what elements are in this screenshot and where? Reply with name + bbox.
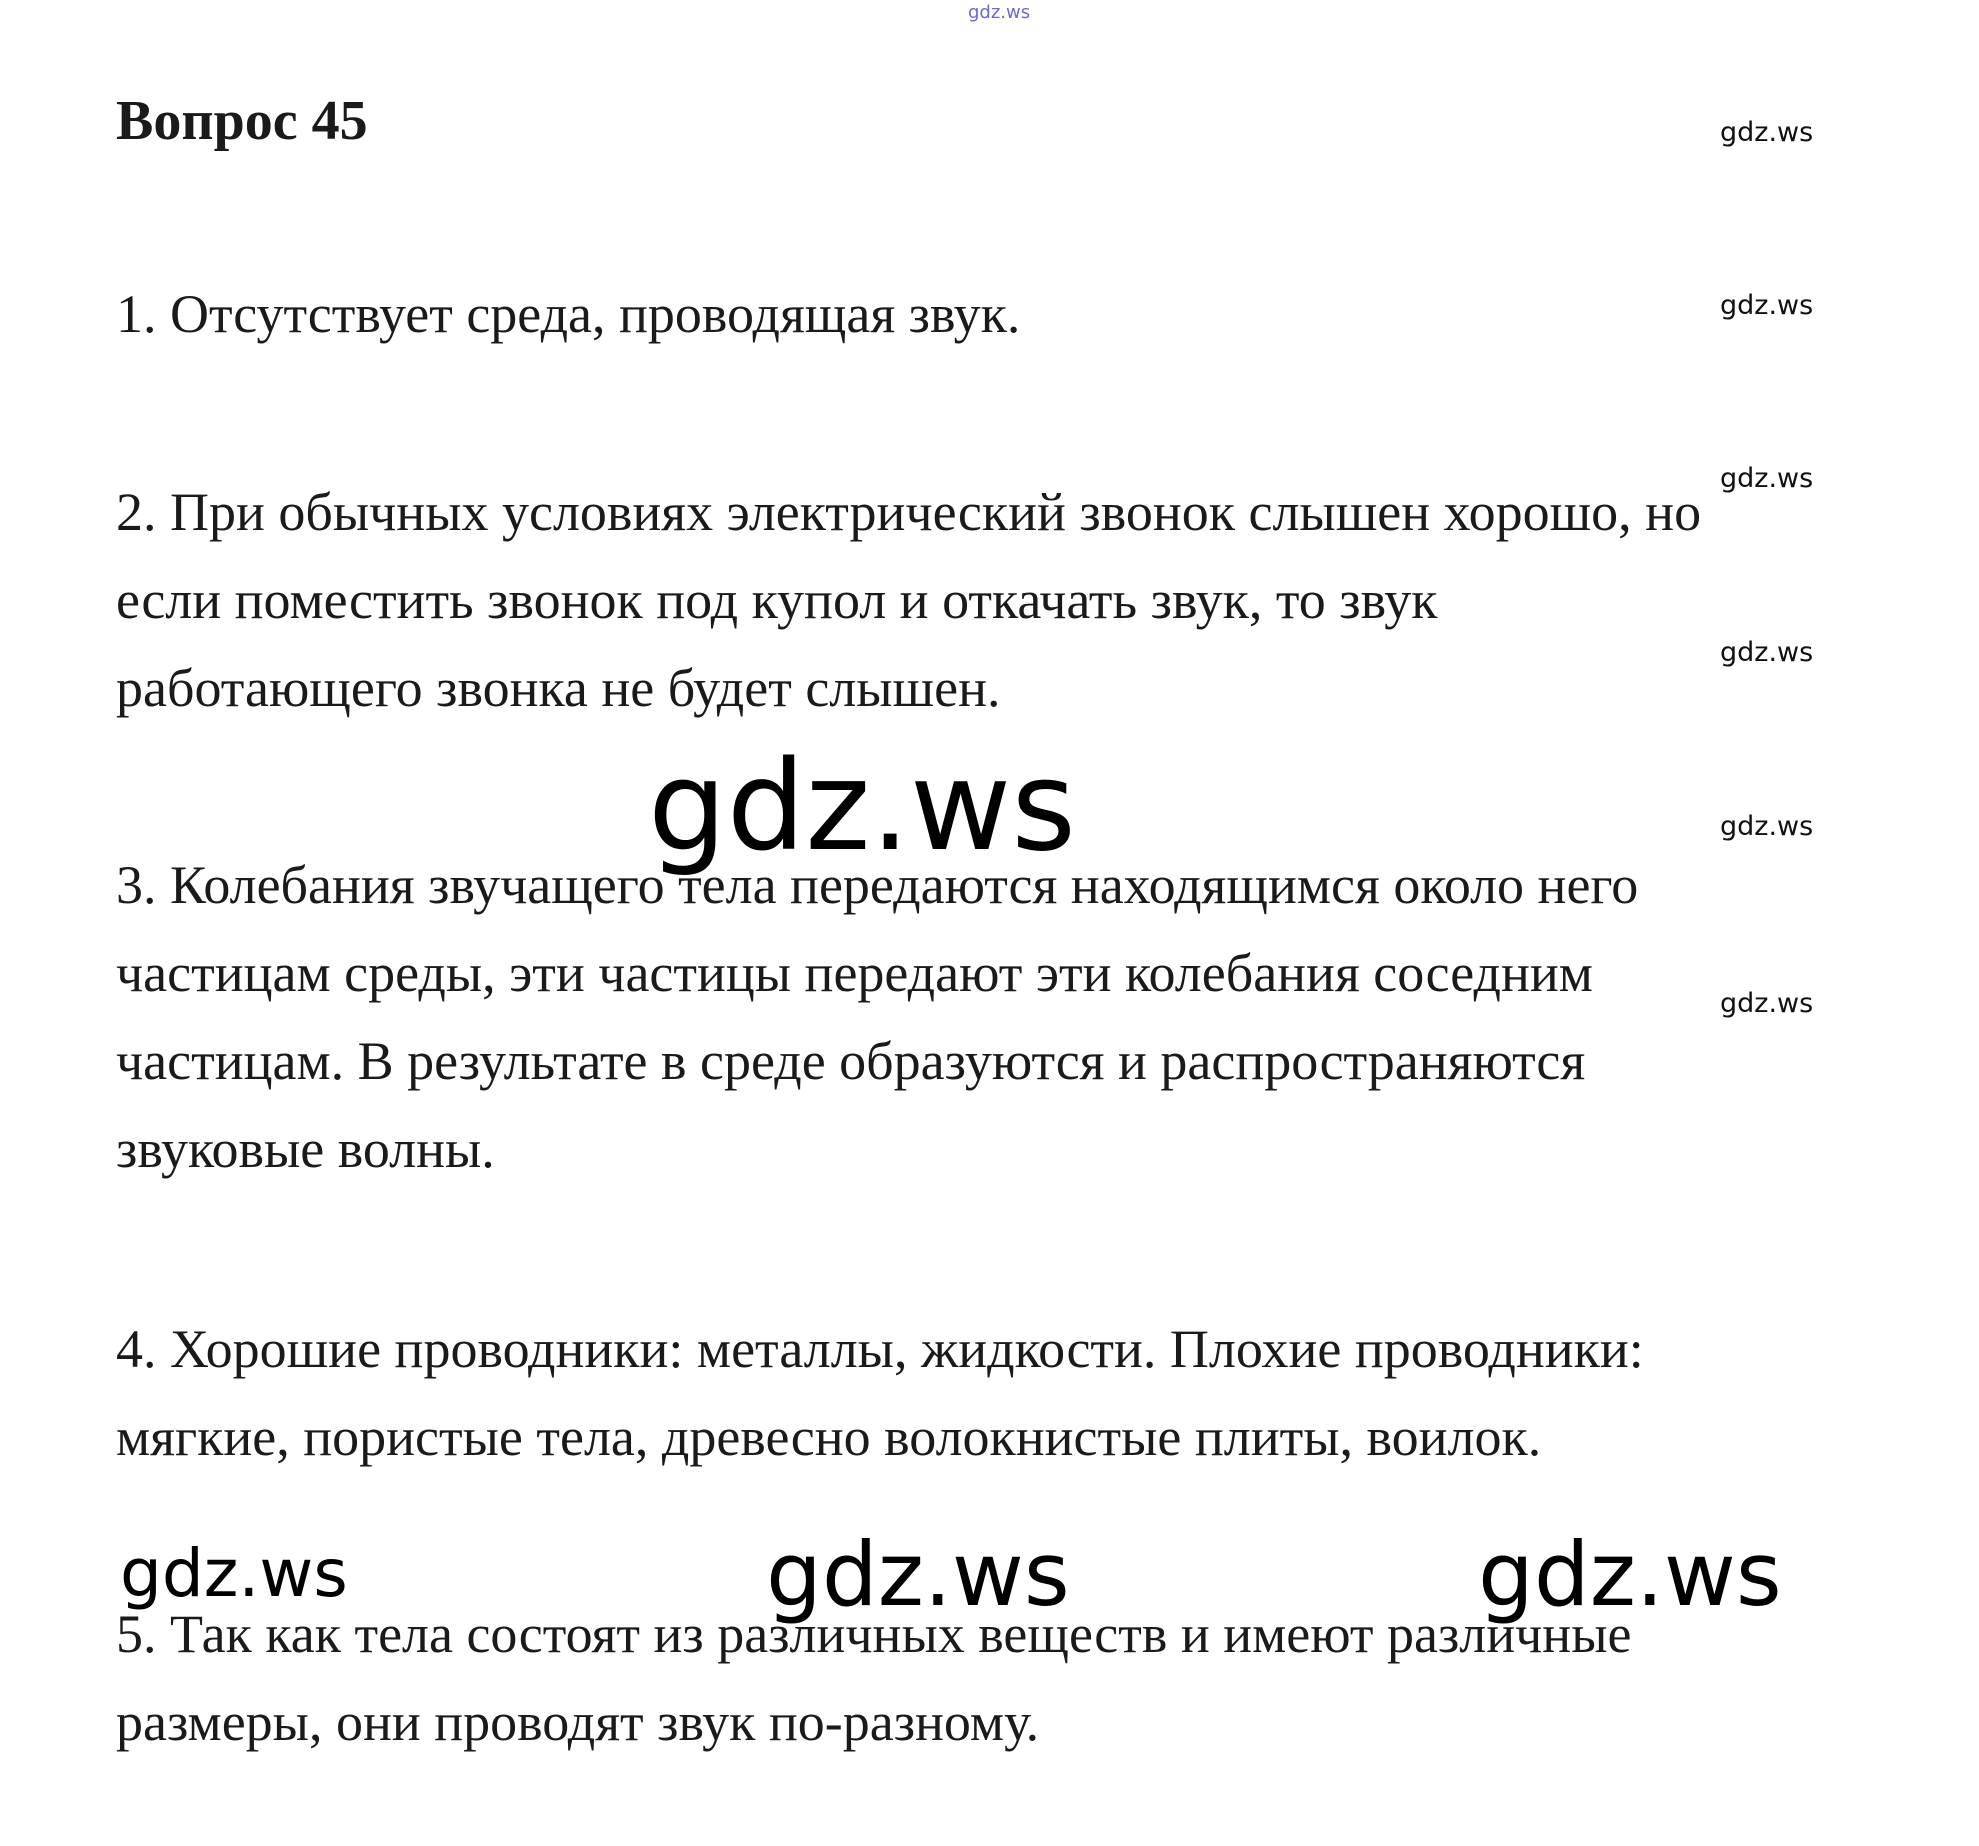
watermark-large: gdz.ws bbox=[1478, 1523, 1782, 1626]
answer-1 bbox=[116, 270, 1896, 358]
answer-line: если поместить звонок под купол и откачать звук, то звук bbox=[116, 570, 1438, 630]
page-title: Вопрос 45 bbox=[116, 90, 368, 152]
answer-line: 5. Так как тела состоят из различных веществ и имеют различные bbox=[116, 1604, 1632, 1664]
answer-line: звуковые волны. bbox=[116, 1119, 495, 1179]
watermark-small: gdz.ws bbox=[1720, 988, 1814, 1019]
top-watermark: gdz.ws bbox=[968, 2, 1031, 23]
watermark-large: gdz.ws bbox=[120, 1535, 348, 1612]
answer-line: 1. Отсутствует среда, проводящая звук. bbox=[116, 284, 1021, 344]
answer-line: частицам. В результате в среде образуются и распространяются bbox=[116, 1031, 1586, 1091]
answer-line: частицам среды, эти частицы передают эти колебания соседним bbox=[116, 943, 1593, 1003]
answer-4 bbox=[116, 1305, 1896, 1481]
answer-line: 3. Колебания звучащего тела передаются находящимся около него bbox=[116, 855, 1639, 915]
watermark-large: gdz.ws bbox=[648, 735, 1076, 879]
watermark-large: gdz.ws bbox=[766, 1523, 1070, 1626]
answer-line: 4. Хорошие проводники: металлы, жидкости. Плохие проводники: bbox=[116, 1319, 1644, 1379]
answer-3 bbox=[116, 841, 1896, 1193]
answer-line: мягкие, пористые тела, древесно волокнистые плиты, воилок. bbox=[116, 1407, 1542, 1467]
watermark-small: gdz.ws bbox=[1720, 290, 1814, 321]
answer-line: 2. При обычных условиях электрический звонок слышен хорошо, но bbox=[116, 482, 1702, 542]
watermark-small: gdz.ws bbox=[1720, 117, 1814, 148]
watermark-small: gdz.ws bbox=[1720, 637, 1814, 668]
answer-line: работающего звонка не будет слышен. bbox=[116, 658, 1001, 718]
answer-line: размеры, они проводят звук по-разному. bbox=[116, 1692, 1040, 1752]
watermark-small: gdz.ws bbox=[1720, 463, 1814, 494]
answer-2 bbox=[116, 468, 1896, 732]
watermark-small: gdz.ws bbox=[1720, 811, 1814, 842]
